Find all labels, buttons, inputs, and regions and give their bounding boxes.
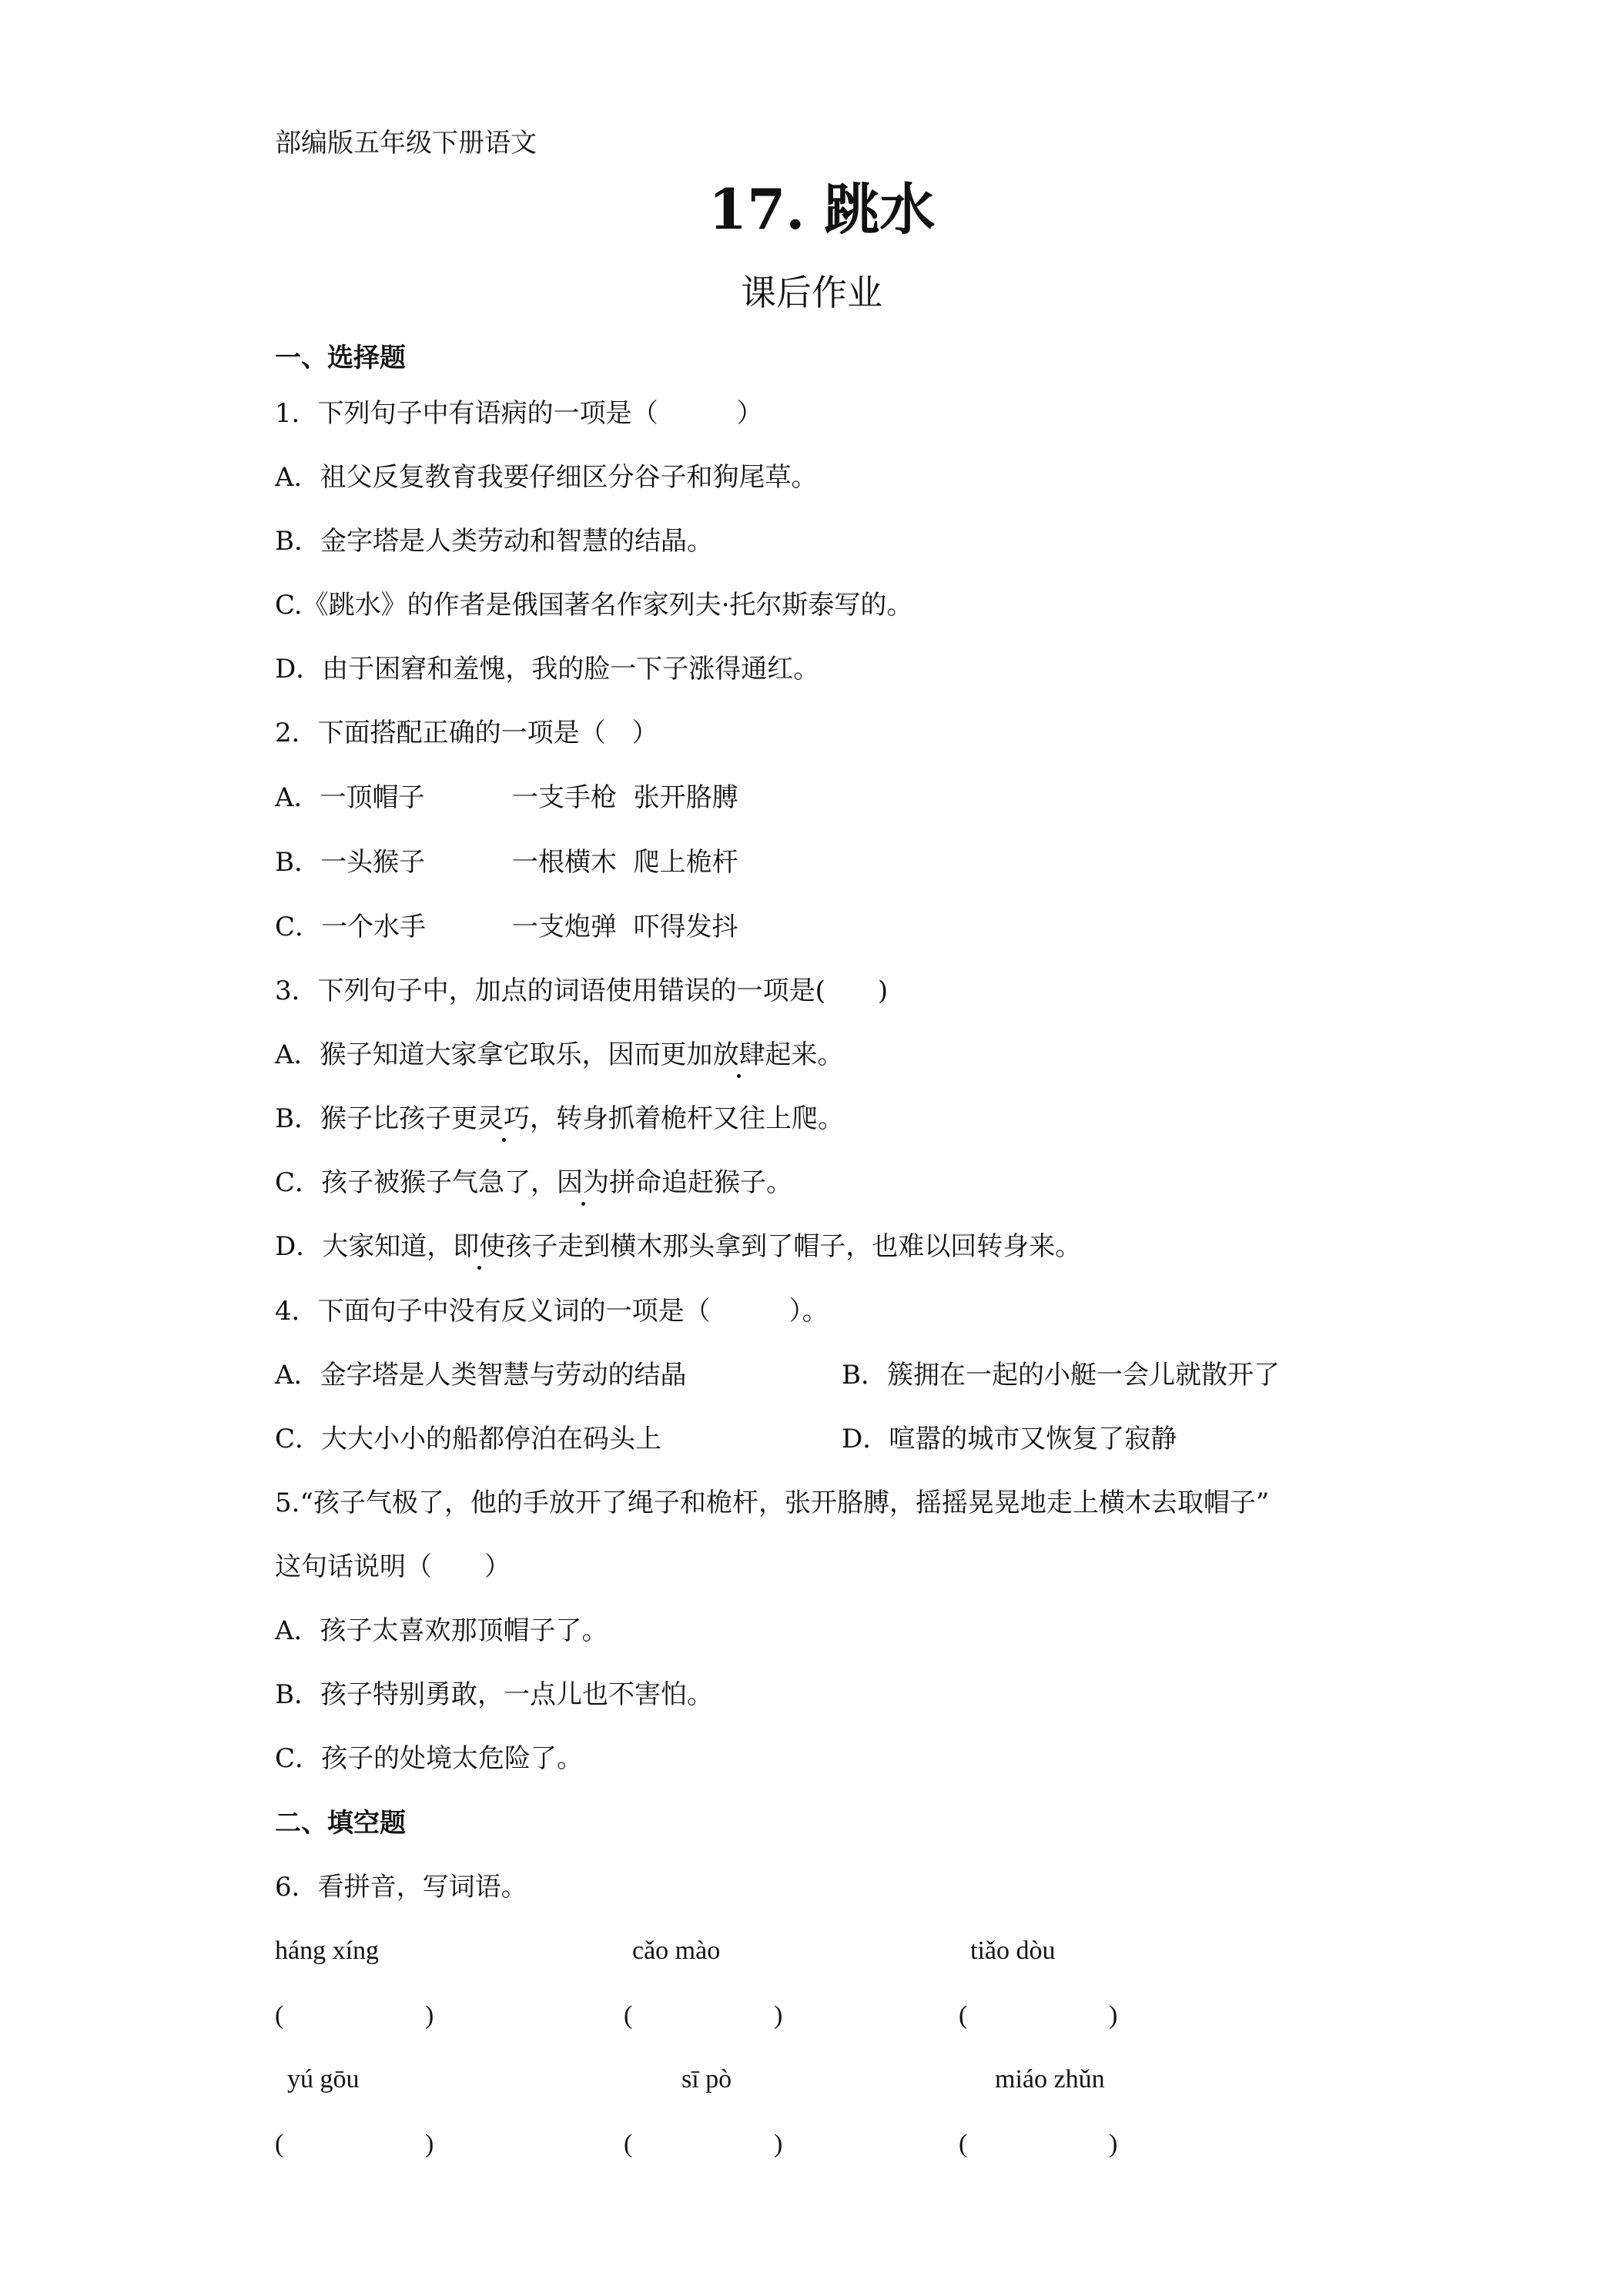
- pinyin-item: háng xíng: [275, 1936, 380, 1965]
- answer-close-paren: ): [425, 2001, 434, 2030]
- option-text: D．大家知道，: [275, 1231, 454, 1262]
- option-text: A．猴子知道大家拿它取乐，因而更加: [275, 1039, 713, 1070]
- answer-open-paren: (: [959, 2130, 968, 2158]
- question-1-option-d: D．由于困窘和羞愧，我的脸一下子涨得通红。: [275, 654, 820, 684]
- question-5-option-c: C．孩子的处境太危险了。: [275, 1743, 584, 1774]
- question-4-option-a: A．金字塔是人类智慧与劳动的结晶: [275, 1360, 687, 1391]
- question-4-option-c: C．大大小小的船都停泊在码头上: [275, 1424, 662, 1454]
- answer-close-paren: ): [1109, 2130, 1118, 2158]
- question-2-option-a-part2: 一支手枪 张开胳膊: [512, 782, 738, 813]
- question-3-option-c: [275, 1167, 792, 1198]
- question-1-stem: 1．下列句子中有语病的一项是（ ）: [275, 398, 763, 429]
- answer-open-paren: (: [275, 2001, 284, 2030]
- question-5-option-b: B．孩子特别勇敢，一点儿也不害怕。: [275, 1679, 713, 1710]
- question-1-option-c: C.《跳水》的作者是俄国著名作家列夫·托尔斯泰写的。: [275, 590, 913, 621]
- question-3-option-a: [275, 1039, 844, 1070]
- question-3-option-d: [275, 1231, 1081, 1262]
- answer-close-paren: ): [425, 2130, 434, 2158]
- pinyin-item: miáo zhǔn: [995, 2065, 1105, 2094]
- dotted-word: 放肆: [712, 1039, 765, 1070]
- question-2-option-b-part2: 一根横木 爬上桅杆: [512, 847, 738, 878]
- page-title: 17. 跳水: [708, 176, 936, 242]
- dotted-word: 因为: [557, 1167, 610, 1198]
- question-6-stem: 6．看拼音，写词语。: [275, 1872, 527, 1903]
- section-heading-choice: 一、选择题: [275, 343, 406, 373]
- pinyin-item: tiǎo dòu: [970, 1936, 1056, 1965]
- option-text: 拼命追赶猴子。: [609, 1167, 793, 1198]
- question-5-stem-line2: 这句话说明（ ）: [275, 1551, 511, 1582]
- dotted-word: 灵巧: [477, 1103, 530, 1134]
- question-3-stem: 3．下列句子中，加点的词语使用错误的一项是( ): [275, 976, 889, 1006]
- answer-close-paren: ): [774, 2130, 783, 2158]
- doc-header: 部编版五年级下册语文: [275, 128, 537, 159]
- question-2-option-c-part1: C．一个水手: [275, 912, 427, 942]
- pinyin-item: sī pò: [681, 2065, 732, 2094]
- answer-close-paren: ): [774, 2001, 783, 2030]
- option-text: C．孩子被猴子气急了，: [275, 1167, 558, 1198]
- question-3-option-b: [275, 1103, 844, 1134]
- answer-close-paren: ): [1109, 2001, 1118, 2030]
- question-5-stem-line1: 5.“孩子气极了，他的手放开了绳子和桅杆，张开胳膊，摇摇晃晃地走上横木去取帽子”: [275, 1488, 1270, 1518]
- question-2-stem: 2．下面搭配正确的一项是（ ）: [275, 718, 658, 748]
- question-5-option-a: A．孩子太喜欢那顶帽子了。: [275, 1615, 608, 1646]
- answer-open-paren: (: [275, 2130, 284, 2158]
- question-1-option-a: A．祖父反复教育我要仔细区分谷子和狗尾草。: [275, 462, 818, 493]
- question-4-option-d: D．喧嚣的城市又恢复了寂静: [842, 1424, 1177, 1454]
- answer-open-paren: (: [959, 2001, 968, 2030]
- answer-open-paren: (: [624, 2001, 633, 2030]
- option-text: B．猴子比孩子更: [275, 1103, 477, 1134]
- option-text: 起来。: [765, 1039, 844, 1070]
- option-text: 孩子走到横木那头拿到了帽子，也难以回转身来。: [505, 1231, 1082, 1262]
- dotted-word: 即使: [453, 1231, 506, 1262]
- page-subtitle: 课后作业: [741, 272, 882, 313]
- pinyin-item: cǎo mào: [632, 1936, 721, 1965]
- question-1-option-b: B．金字塔是人类劳动和智慧的结晶。: [275, 526, 713, 557]
- question-4-option-b: B．簇拥在一起的小艇一会儿就散开了: [842, 1360, 1280, 1391]
- question-4-stem: 4．下面句子中没有反义词的一项是（ ）。: [275, 1296, 829, 1327]
- question-2-option-c-part2: 一支炮弹 吓得发抖: [512, 912, 738, 942]
- question-2-option-a-part1: A．一顶帽子: [275, 782, 425, 813]
- question-2-option-b-part1: B．一头猴子: [275, 847, 425, 878]
- option-text: ，转身抓着桅杆又往上爬。: [530, 1103, 844, 1134]
- section-heading-fill: 二、填空题: [275, 1808, 406, 1839]
- answer-open-paren: (: [624, 2130, 633, 2158]
- pinyin-item: yú gōu: [287, 2065, 360, 2094]
